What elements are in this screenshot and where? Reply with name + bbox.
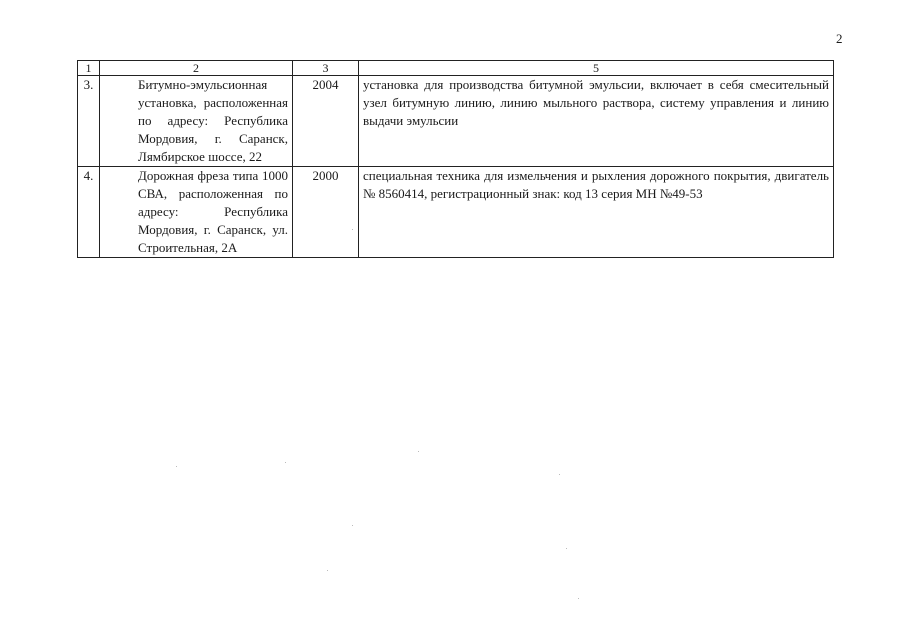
table-header-row [78,61,834,76]
table-row [78,167,834,258]
scan-speck [559,474,560,475]
page-number: 2 [836,31,843,46]
equipment-description: установка для производства битумной эмульсии, включает в себя смесительный узел битумную линию, линию мыльного раствора, систему управления и линию выдачи эмульсии [359,76,834,167]
header-col-2: 2 [100,61,293,76]
scan-speck [578,598,579,599]
header-col-1: 1 [78,61,100,76]
header-col-3: 3 [293,61,359,76]
scan-speck [352,525,353,526]
equipment-table [77,60,834,258]
equipment-year: 2000 [293,167,359,258]
scan-speck [285,462,286,463]
row-number: 3. [78,76,100,167]
scan-speck [327,570,328,571]
equipment-name: Дорожная фреза типа 1000 СВА, расположенная по адресу: Республика Мордовия, г. Саранск, ул. Строительная, 2А [100,167,293,258]
table-row [78,76,834,167]
equipment-year: 2004 [293,76,359,167]
equipment-description: специальная техника для измельчения и рыхления дорожного покрытия, двигатель № 8560414, регистрационный знак: код 13 серия МН №49-53 [359,167,834,258]
scan-speck [176,466,177,467]
row-number: 4. [78,167,100,258]
scan-speck [418,451,419,452]
scan-speck [352,229,353,230]
equipment-name: Битумно-эмульсионная установка, расположенная по адресу: Республика Мордовия, г. Саранск, Лямбирское шоссе, 22 [100,76,293,167]
header-col-5: 5 [359,61,834,76]
scan-speck [566,548,567,549]
